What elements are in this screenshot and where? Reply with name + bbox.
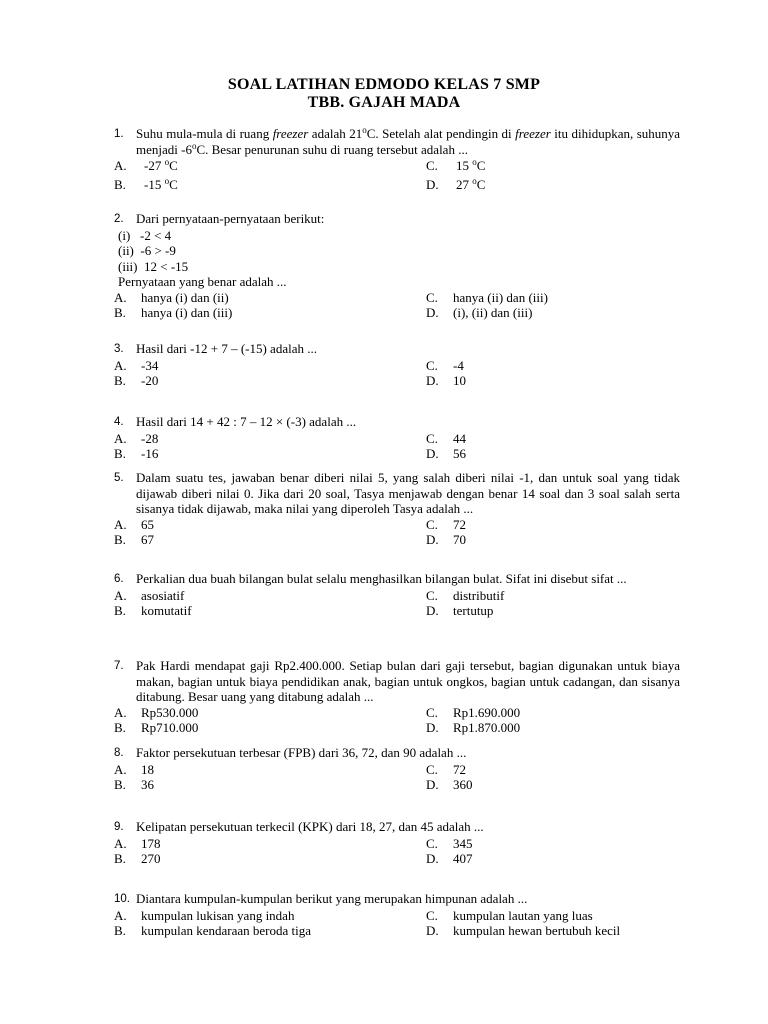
question-7: [114, 658, 680, 736]
question-6: [114, 571, 680, 619]
question-number: 7.: [114, 660, 124, 672]
question-1: [114, 126, 680, 193]
option-c: C. -4: [426, 357, 464, 373]
document-title: SOAL LATIHAN EDMODO KELAS 7 SMP: [227, 76, 541, 93]
option-a: A. -28: [114, 430, 159, 446]
option-b: B. -16: [114, 446, 159, 461]
option-b: B. 67: [114, 532, 154, 547]
question-number: 1.: [114, 128, 124, 140]
question-stem: Hasil dari 14 + 42 : 7 – 12 × (-3) adalah ...: [136, 414, 357, 429]
option-c: C. 72: [426, 516, 466, 532]
question-stem: Dalam suatu tes, jawaban benar diberi nilai 5, yang salah diberi nilai -1, dan untuk soal yang tidak dijawab diberi nilai 0. Jika dari 20 soal, Tasya menjawab dengan benar 14 soal dan 3 soal salah serta sisanya tidak dijawab, maka nilai yang diperoleh Tasya adalah ...: [136, 470, 680, 516]
question-stem: Faktor persekutuan terbesar (FPB) dari 36, 72, dan 90 adalah ...: [136, 745, 467, 760]
question-2: [114, 211, 680, 321]
option-b: B. Rp710.000: [114, 720, 199, 735]
option-c: C. kumpulan lautan yang luas: [426, 907, 593, 923]
question-number: 10.: [114, 893, 130, 905]
question-9: [114, 819, 680, 867]
question-number: 9.: [114, 821, 124, 833]
option-d: D. kumpulan hewan bertubuh kecil: [426, 923, 621, 938]
option-b: B. -15 $^o$C: [114, 176, 178, 192]
question-stem: Kelipatan persekutuan terkecil (KPK) dari 18, 27, dan 45 adalah ...: [136, 819, 484, 834]
option-b: B. 270: [114, 851, 161, 866]
option-d: D. 27 $^o$C: [426, 176, 486, 192]
option-d: D. Rp1.870.000: [426, 720, 521, 735]
option-c: C. 44: [426, 430, 466, 446]
question-number: 8.: [114, 747, 124, 759]
question-8: [114, 745, 680, 793]
option-d: D. (i), (ii) dan (iii): [426, 305, 533, 320]
question-number: 4.: [114, 416, 124, 428]
question-5: [114, 470, 680, 548]
question-stem: Suhu mula-mula di ruang freezer adalah 21$^o$C. Setelah alat pendingin di freezer itu dihidupkan, suhunya menjadi -6$^o$C. Besar penurunan suhu di ruang tersebut adalah ...: [136, 125, 681, 157]
statement-iii: (iii) 12 < -15: [118, 258, 189, 274]
option-c: C. distributif: [426, 587, 505, 603]
question-stem: Perkalian dua buah bilangan bulat selalu menghasilkan bilangan bulat. Sifat ini disebut sifat ...: [136, 571, 627, 586]
option-b: B. 36: [114, 777, 154, 792]
question-number: 6.: [114, 573, 124, 585]
option-d: D. 70: [426, 532, 466, 547]
statement-i: (i) -2 < 4: [118, 227, 172, 243]
option-c: C. 15 $^o$C: [426, 157, 486, 173]
question-number: 3.: [114, 343, 124, 355]
option-a: A. asosiatif: [114, 587, 185, 603]
question-3: [114, 341, 680, 389]
question-stem: Pak Hardi mendapat gaji Rp2.400.000. Setiap bulan dari gaji tersebut, bagian digunakan untuk biaya makan, bagian untuk biaya pendidikan anak, bagian untuk ongkos, bagian untuk cadangan, dan sisanya ditabung. Besar uang yang ditabung adalah ...: [136, 658, 680, 704]
option-a: A. kumpulan lukisan yang indah: [114, 907, 295, 923]
option-a: A. 178: [114, 835, 161, 851]
option-b: B. -20: [114, 373, 159, 388]
option-b: B. hanya (i) dan (iii): [114, 305, 233, 320]
option-c: C. 345: [426, 835, 473, 851]
option-a: A. hanya (i) dan (ii): [114, 289, 229, 305]
option-d: D. tertutup: [426, 603, 494, 618]
question-4: [114, 414, 680, 462]
option-a: A. -27 $^o$C: [114, 157, 178, 173]
option-b: B. kumpulan kendaraan beroda tiga: [114, 923, 312, 938]
option-d: D. 360: [426, 777, 473, 792]
question-number: 2.: [114, 213, 124, 225]
document-subtitle: TBB. GAJAH MADA: [307, 94, 461, 111]
option-a: A. -34: [114, 357, 159, 373]
option-c: C. hanya (ii) dan (iii): [426, 289, 548, 305]
question-prompt: Pernyataan yang benar adalah ...: [118, 274, 287, 289]
option-c: C. Rp1.690.000: [426, 704, 521, 720]
option-d: D. 10: [426, 373, 466, 388]
option-b: B. komutatif: [114, 603, 192, 618]
option-a: A. 18: [114, 761, 154, 777]
option-d: D. 56: [426, 446, 466, 461]
question-stem: Hasil dari -12 + 7 – (-15) adalah ...: [136, 341, 317, 356]
statement-ii: (ii) -6 > -9: [118, 243, 176, 258]
question-stem: Diantara kumpulan-kumpulan berikut yang merupakan himpunan adalah ...: [136, 891, 528, 906]
option-a: A. 65: [114, 516, 154, 532]
question-number: 5.: [114, 472, 124, 484]
option-c: C. 72: [426, 761, 466, 777]
question-stem: Dari pernyataan-pernyataan berikut:: [136, 211, 325, 226]
question-10: [114, 891, 680, 939]
option-d: D. 407: [426, 851, 473, 866]
option-a: A. Rp530.000: [114, 704, 199, 720]
